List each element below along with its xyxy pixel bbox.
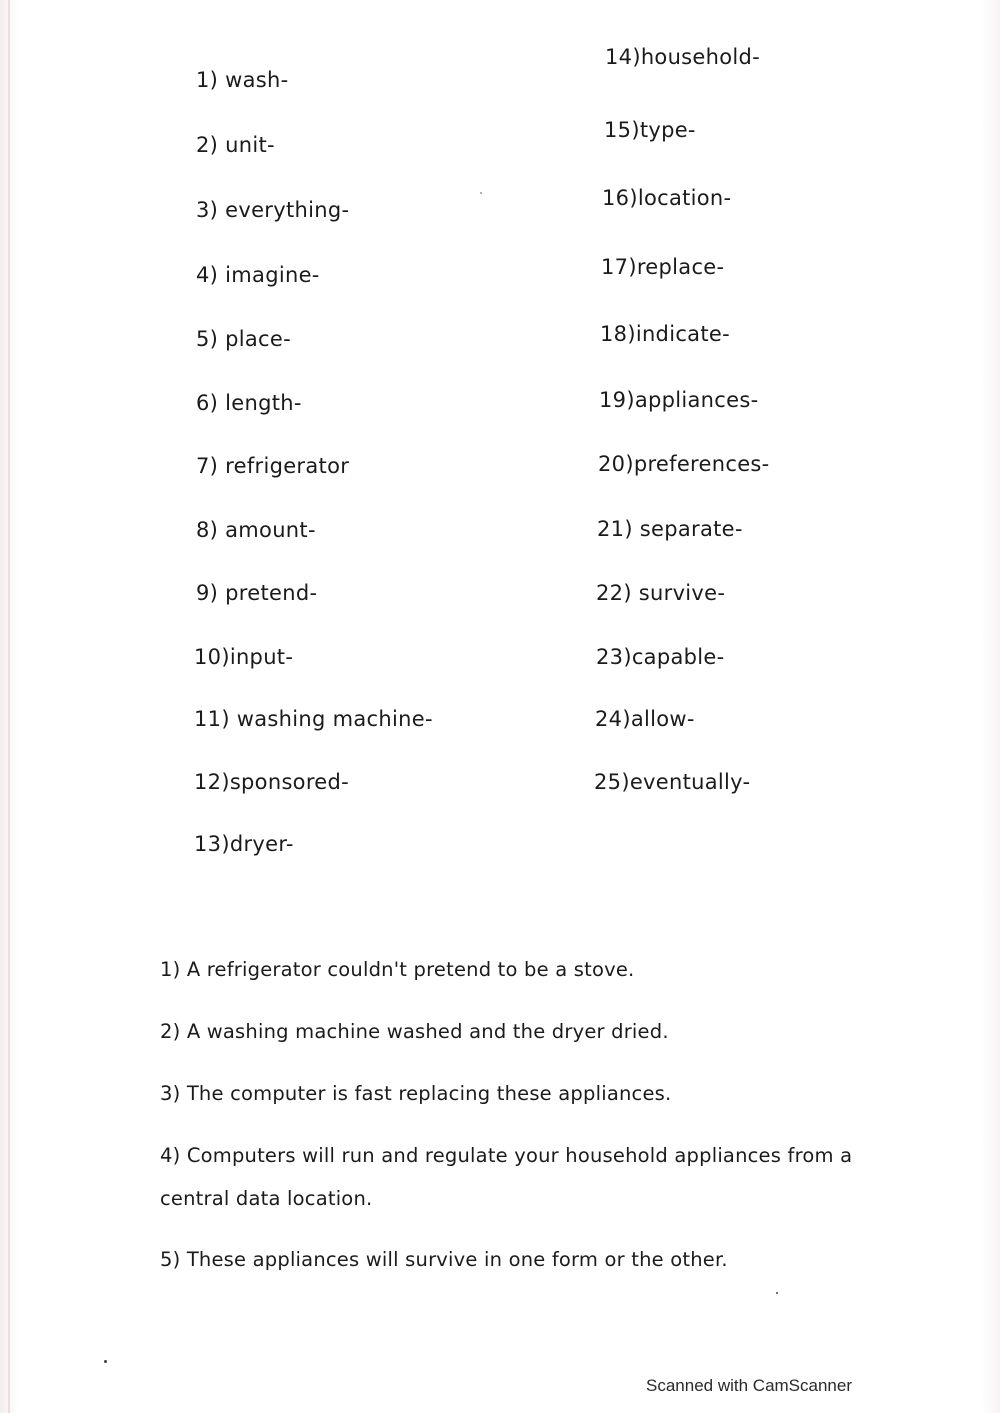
vocab-item: 20)preferences- [598,452,770,476]
scanner-watermark: Scanned with CamScanner [646,1376,853,1395]
vocab-item: 15)type- [604,118,696,142]
vocab-item: 14)household- [605,45,761,69]
vocab-item: 6) length- [196,391,302,415]
vocab-item: 18)indicate- [600,322,730,346]
vocab-item: 2) unit- [196,133,275,157]
vocab-item: 21) separate- [597,517,743,541]
scan-speck [776,1292,778,1294]
vocab-item: 13)dryer- [194,832,294,856]
vocab-item: 5) place- [196,327,292,351]
vocab-item: 22) survive- [596,581,726,605]
vocab-item: 25)eventually- [594,770,751,794]
vocab-item: 9) pretend- [196,581,318,605]
scan-speck [480,192,482,194]
sentence-4-line-2: central data location. [160,1187,373,1210]
vocab-item: 10)input- [194,645,294,669]
scan-speck [104,1360,107,1363]
sentence-5: 5) These appliances will survive in one form or the other. [160,1248,728,1271]
sentence-2: 2) A washing machine washed and the dryer dried. [160,1020,669,1043]
vocab-item: 1) wash- [196,68,289,92]
vocab-item: 17)replace- [601,255,725,279]
vocab-item: 16)location- [602,186,732,210]
sentence-4-line-1: 4) Computers will run and regulate your household appliances from a [160,1144,853,1167]
vocab-item: 8) amount- [196,518,316,542]
vocab-item: 24)allow- [595,707,695,731]
vocab-item: 19)appliances- [599,388,759,412]
vocab-item: 4) imagine- [196,263,320,287]
vocab-item: 7) refrigerator [196,454,350,478]
sentence-1: 1) A refrigerator couldn't pretend to be a stove. [160,958,635,981]
vocab-item: 12)sponsored- [194,770,350,794]
sentence-3: 3) The computer is fast replacing these appliances. [160,1082,672,1105]
scan-edge-shadow [8,0,10,1413]
vocab-item: 23)capable- [596,645,725,669]
vocab-item: 11) washing machine- [194,707,433,731]
vocab-item: 3) everything- [196,198,350,222]
